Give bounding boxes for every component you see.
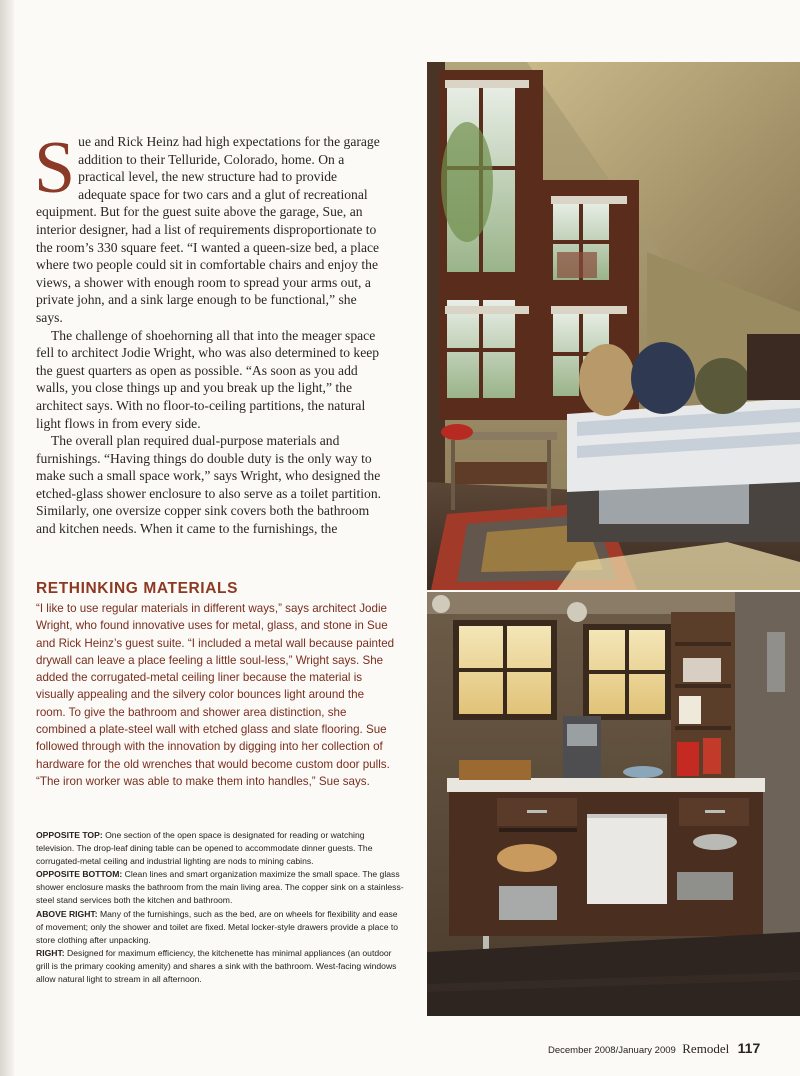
article-paragraph-1 — [34, 127, 386, 327]
photo-captions — [36, 829, 404, 986]
caption-label: ABOVE RIGHT: — [36, 908, 98, 919]
sidebar-body: “I like to use regular materials in different ways,” says architect Jodie Wright, who found innovative uses for metal, glass, and stone in Sue and Rick Heinz’s guest suite. “I included a metal wall because painted drywall can leave a place feeling a little soul-less,” Wright says. She added the corrugated-metal ceiling liner because the material is visually appealing and the silvery color bounces light around the room. To give the bathroom and shower area distinction, she combined a plate-steel wall with etched glass and slate flooring. Sue followed through with the innovation by digging into her collection of hardware for the old wrenches that would become custom door pulls. “The iron worker was able to make them into handles,” Sue says. — [36, 602, 395, 788]
caption-text: Clean lines and smart organization maximize the small space. The glass shower enclosure masks the bathroom from the main living area. The copper sink on a stainless-steel stand services both the kitchen and bathroom. — [36, 869, 404, 906]
caption-right — [36, 947, 404, 986]
article-body — [34, 127, 386, 538]
sidebar-heading: RETHINKING MATERIALS — [36, 580, 239, 597]
kitchenette-photo-illustration — [427, 592, 800, 1016]
caption-label: RIGHT: — [36, 947, 65, 958]
caption-label: OPPOSITE TOP: — [36, 830, 103, 840]
caption-text: One section of the open space is designated for reading or watching television. The drop-leaf dining table can be opened to accommodate dinner guests. The corrugated-metal ceiling and industrial lighting are nods to mining cabins. — [36, 830, 373, 867]
bedroom-photo-illustration — [427, 62, 800, 590]
page-footer — [548, 1040, 761, 1058]
caption-text: Many of the furnishings, such as the bed, are on wheels for flexibility and ease of movement; only the shower and toilet are fixed. Metal locker-style drawers provide a place to store clothing after unpacking. — [36, 908, 399, 945]
magazine-name: Remodel — [682, 1041, 730, 1056]
caption-opposite-bottom — [36, 868, 404, 907]
caption-label: OPPOSITE BOTTOM: — [36, 869, 123, 880]
kitchenette-photo — [427, 592, 800, 1016]
article-paragraph-1-text: ue and Rick Heinz had high expectations for the garage addition to their Telluride, Colorado, home. On a practical level, the new structure had to provide adequate space for two cars and a glut of recreational equipment. But for the guest suite above the garage, Sue, an interior designer, had a list of requirements disproportionate to the room’s 330 square feet. “I wanted a queen-size bed, a place where two people could sit in comfortable chairs and enjoy the views, a shower with enough room to spread your arms out, a private john, and a sink large enough to be functional,” she says. — [36, 134, 380, 325]
caption-above-right — [36, 908, 404, 947]
issue-date: December 2008/January 2009 — [548, 1045, 676, 1056]
page-number: 117 — [737, 1040, 761, 1056]
article-paragraph-3: The overall plan required dual-purpose materials and furnishings. “Having things do double duty is the only way to make such a small space work,” says Wright, who designed the etched-glass shower enclosure to also serve as a toilet partition. Similarly, one oversize copper sink covers both the bathroom and kitchen needs. When it came to the furnishings, the — [36, 433, 382, 537]
article-paragraph-2: The challenge of shoehorning all that into the meager space fell to architect Jodie Wright, who was also determined to keep the guest quarters as open as possible. “As soon as you add walls, you close things up and you break up the light,” the architect says. With no floor-to-ceiling partitions, the natural light flows in from every side. — [36, 327, 380, 431]
drop-cap: S — [34, 127, 76, 209]
page-binding-edge — [0, 0, 14, 1076]
caption-opposite-top — [36, 829, 404, 868]
caption-text: Designed for maximum efficiency, the kitchenette has minimal appliances (an outdoor grill is the primary cooking amenity) and shares a sink with the bathroom. West-facing windows allow natural light to stream in all afternoon. — [36, 947, 397, 985]
bedroom-photo — [427, 62, 800, 590]
